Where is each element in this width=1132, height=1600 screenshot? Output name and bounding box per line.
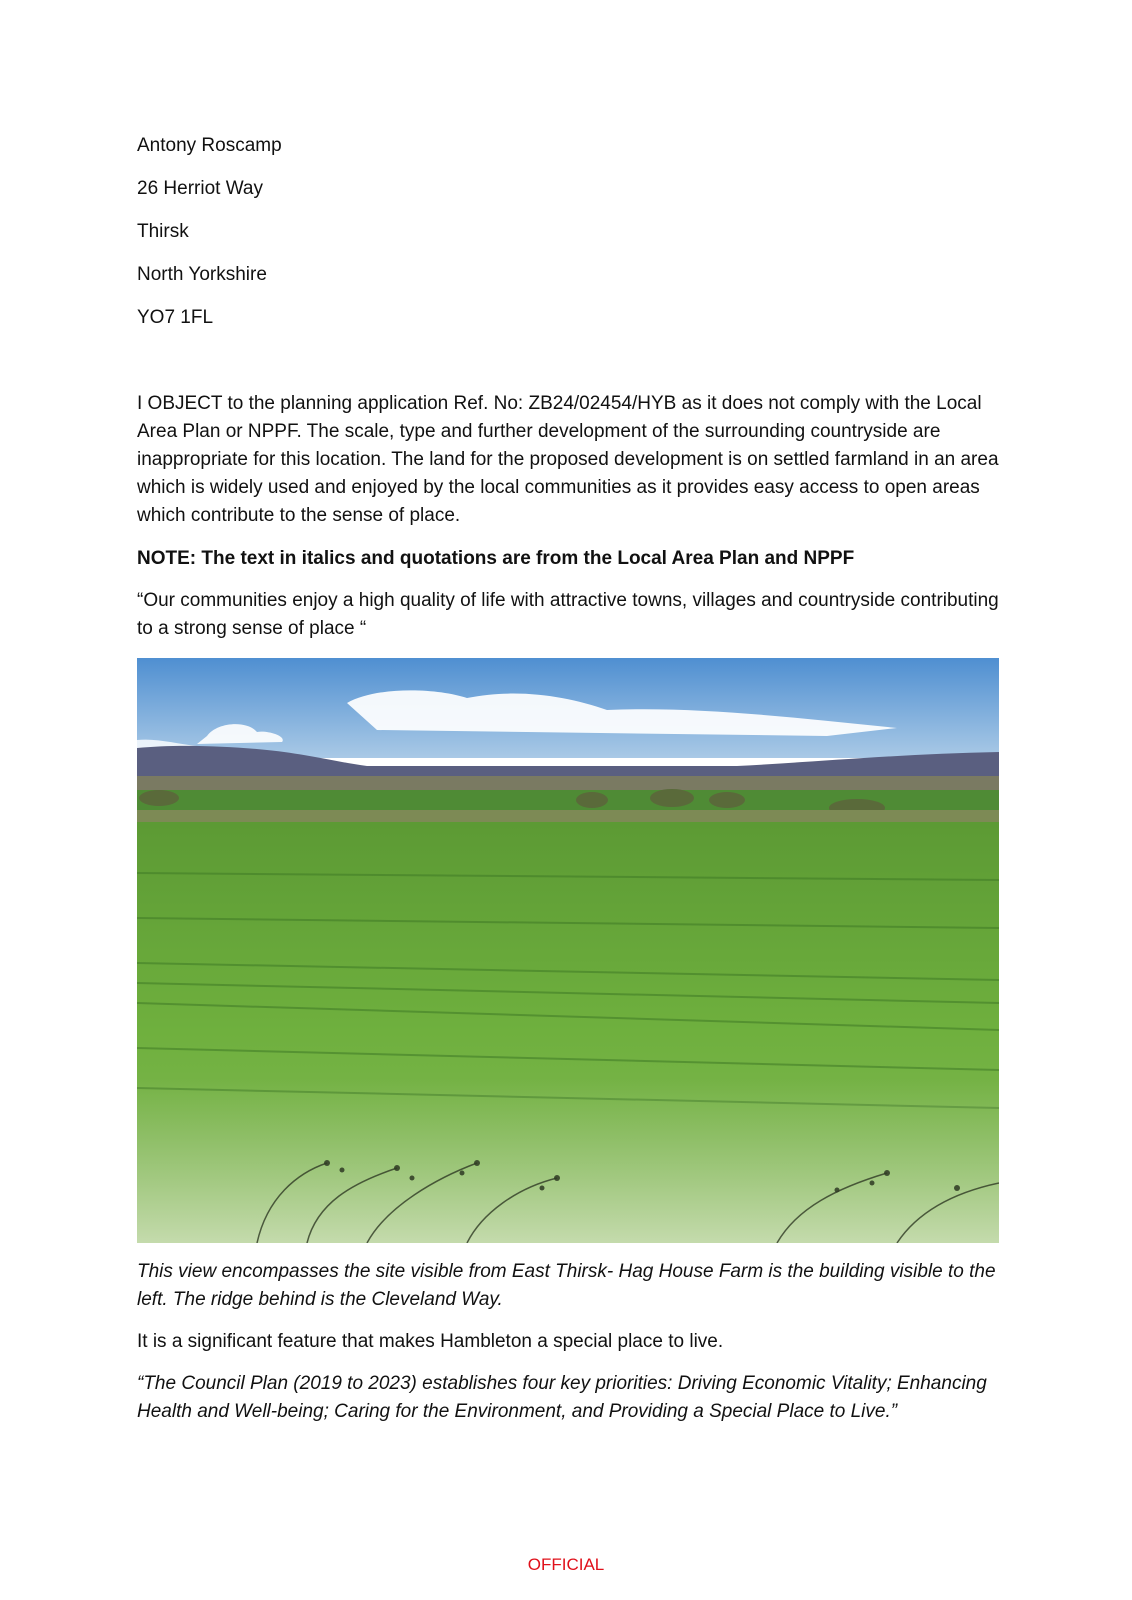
sender-address [137, 134, 999, 330]
council-plan-quote: “The Council Plan (2019 to 2023) establishes four key priorities: Driving Economic Vitality; Enhancing Health and Well-being; Caring for the Environment, and Providing a Special Place to Live.” [137, 1373, 987, 1422]
note-paragraph: NOTE: The text in italics and quotations are from the Local Area Plan and NPPF [137, 548, 855, 569]
plan-quote: “Our communities enjoy a high quality of life with attractive towns, villages and countryside contributing to a strong sense of place “ [137, 590, 999, 639]
classification-footer: OFFICIAL [527, 1555, 605, 1574]
countryside-photo [137, 658, 999, 1243]
letter-content [137, 134, 999, 1426]
objection-paragraph: I OBJECT to the planning application Ref. No: ZB24/02454/HYB as it does not comply with the Local Area Plan or NPPF. The scale, type and further development of the surrounding countryside are inappropriate for this location. The land for the proposed development is on settled farmland in an area which is widely used and enjoyed by the local communities as it provides easy access to open areas which contribute to the sense of place. [137, 393, 999, 526]
photo-caption: This view encompasses the site visible from East Thirsk- Hag House Farm is the building visible to the left. The ridge behind is the Cleveland Way. [137, 1261, 996, 1310]
sender-street: 26 Herriot Way [137, 178, 263, 199]
sender-postcode: YO7 1FL [137, 307, 214, 328]
feature-paragraph: It is a significant feature that makes Hambleton a special place to live. [137, 1331, 724, 1352]
sender-county: North Yorkshire [137, 264, 267, 285]
sender-town: Thirsk [137, 221, 189, 242]
sender-name: Antony Roscamp [137, 135, 282, 156]
